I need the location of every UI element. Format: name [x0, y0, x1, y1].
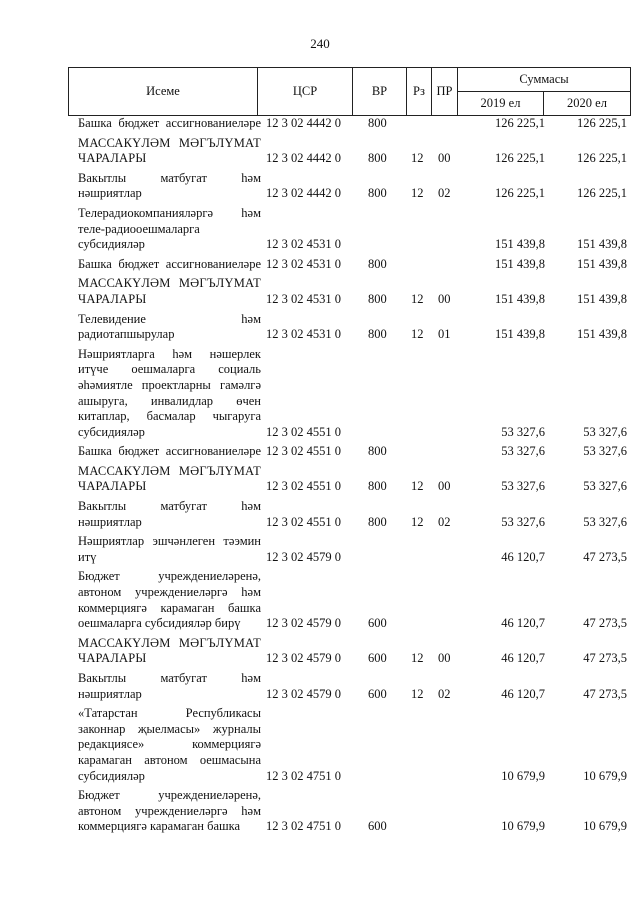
row-rz: 12 [411, 291, 424, 306]
row-csr: 12 3 02 4551 0 [266, 514, 341, 529]
row-pr: 00 [438, 651, 451, 666]
row-name: Нәшриятларга һәм нәшерлек итүче оешмаларга социаль әһәмиятле проектларны гамәлгә ашыруга, инвалидлар өчен китаплар, басмалар чыгаруга субсидияләр [78, 346, 261, 439]
row-name: МАССАКҮЛӘМ МӘГЪЛҮМАТ ЧАРАЛАРЫ [78, 276, 261, 306]
header-name: Исеме [68, 67, 258, 116]
row-name: Вакытлы матбугат һәм нәшриятлар [78, 671, 261, 701]
row-vr: 800 [368, 151, 387, 166]
row-name: МАССАКҮЛӘМ МӘГЪЛҮМАТ ЧАРАЛАРЫ [78, 463, 261, 494]
row-csr: 12 3 02 4531 0 [266, 256, 341, 271]
row-pr: 02 [438, 686, 451, 701]
table-header [68, 67, 631, 116]
row-sum-2020: 151 439,8 [577, 237, 627, 252]
row-pr: 00 [438, 479, 451, 494]
row-pr: 00 [438, 291, 451, 306]
row-name: МАССАКҮЛӘМ МӘГЪЛҮМАТ ЧАРАЛАРЫ [78, 635, 261, 666]
row-name: Нәшриятлар эшчәнлеген тәэмин итү [78, 534, 261, 564]
row-sum-2019: 151 439,8 [495, 327, 545, 342]
row-name: «Татарстан Республикасы законнар җыелмасы» журналы редакциясе» коммерциягә карамаган автоном оешмасына субсидияләр [78, 706, 261, 783]
row-vr: 800 [368, 256, 387, 271]
row-sum-2019: 46 120,7 [501, 651, 545, 666]
row-name: Вакытлы матбугат һәм нәшриятлар [78, 499, 261, 529]
table-row [68, 636, 631, 667]
header-sums: Суммасы [457, 67, 631, 92]
row-csr: 12 3 02 4531 0 [266, 237, 341, 252]
row-vr: 600 [368, 819, 387, 834]
row-sum-2019: 126 225,1 [495, 186, 545, 201]
table-row [68, 116, 631, 132]
table-row [68, 347, 631, 441]
row-csr: 12 3 02 4579 0 [266, 686, 341, 701]
row-name: Телевидение һәм радиотапшырулар [78, 311, 261, 342]
row-sum-2020: 47 273,5 [583, 549, 627, 564]
row-sum-2020: 10 679,9 [583, 768, 627, 783]
row-name: МАССАКҮЛӘМ МӘГЪЛҮМАТ ЧАРАЛАРЫ [78, 135, 261, 166]
row-sum-2020: 151 439,8 [577, 291, 627, 306]
row-csr: 12 3 02 4442 0 [266, 186, 341, 201]
table-row [68, 257, 631, 273]
row-sum-2020: 126 225,1 [577, 151, 627, 166]
row-name: Башка бюджет ассигнованиеләре [78, 116, 261, 130]
table-row [68, 569, 631, 631]
table-row [68, 171, 631, 202]
row-rz: 12 [411, 686, 424, 701]
row-sum-2019: 151 439,8 [495, 256, 545, 271]
row-vr: 800 [368, 479, 387, 494]
row-sum-2020: 47 273,5 [583, 686, 627, 701]
table-row [68, 136, 631, 167]
row-name: Башка бюджет ассигнованиеләре [78, 444, 261, 459]
row-sum-2020: 126 225,1 [577, 116, 627, 130]
row-sum-2020: 126 225,1 [577, 186, 627, 201]
table-row [68, 276, 631, 307]
row-sum-2019: 151 439,8 [495, 237, 545, 252]
header-year-2019: 2019 ел [457, 91, 544, 116]
row-name: Вакытлы матбугат һәм нәшриятлар [78, 170, 261, 201]
row-name: Телерадиокомпанияләргә һәм теле-радиооешмаларга субсидияләр [78, 205, 261, 252]
row-sum-2020: 53 327,6 [583, 514, 627, 529]
row-rz: 12 [411, 514, 424, 529]
row-rz: 12 [411, 327, 424, 342]
row-pr: 02 [438, 514, 451, 529]
table-row [68, 206, 631, 253]
row-vr: 800 [368, 291, 387, 306]
row-csr: 12 3 02 4579 0 [266, 651, 341, 666]
table-row [68, 464, 631, 495]
row-name: Башка бюджет ассигнованиеләре [78, 256, 261, 271]
table-row [68, 499, 631, 530]
row-csr: 12 3 02 4551 0 [266, 479, 341, 494]
row-rz: 12 [411, 479, 424, 494]
row-vr: 800 [368, 514, 387, 529]
row-rz: 12 [411, 151, 424, 166]
row-sum-2019: 46 120,7 [501, 549, 545, 564]
header-year-2020: 2020 ел [543, 91, 631, 116]
row-sum-2019: 10 679,9 [501, 768, 545, 783]
row-sum-2019: 53 327,6 [501, 444, 545, 459]
row-sum-2019: 46 120,7 [501, 686, 545, 701]
row-pr: 01 [438, 327, 451, 342]
row-sum-2019: 151 439,8 [495, 291, 545, 306]
row-csr: 12 3 02 4579 0 [266, 616, 341, 631]
page-number: 240 [310, 36, 330, 51]
row-vr: 800 [368, 186, 387, 201]
header-csr: ЦСР [257, 67, 353, 116]
row-csr: 12 3 02 4442 0 [266, 151, 341, 166]
row-vr: 800 [368, 116, 387, 130]
row-sum-2020: 151 439,8 [577, 327, 627, 342]
row-rz: 12 [411, 651, 424, 666]
table-row [68, 534, 631, 565]
row-pr: 00 [438, 151, 451, 166]
table-row [68, 788, 631, 835]
row-csr: 12 3 02 4751 0 [266, 819, 341, 834]
row-pr: 02 [438, 186, 451, 201]
row-csr: 12 3 02 4579 0 [266, 549, 341, 564]
table-row [68, 671, 631, 702]
row-vr: 800 [368, 444, 387, 459]
row-vr: 600 [368, 616, 387, 631]
row-vr: 600 [368, 651, 387, 666]
table-row [68, 444, 631, 460]
row-sum-2020: 47 273,5 [583, 616, 627, 631]
row-csr: 12 3 02 4531 0 [266, 291, 341, 306]
row-vr: 600 [368, 686, 387, 701]
row-rz: 12 [411, 186, 424, 201]
row-name: Бюджет учреждениеләренә, автоном учреждениеләргә һәм коммерциягә карамаган башка [78, 788, 261, 834]
row-csr: 12 3 02 4751 0 [266, 768, 341, 783]
row-sum-2019: 53 327,6 [501, 424, 545, 439]
row-sum-2020: 10 679,9 [583, 819, 627, 834]
table-row [68, 312, 631, 343]
row-csr: 12 3 02 4551 0 [266, 444, 341, 459]
row-sum-2019: 126 225,1 [495, 151, 545, 166]
row-vr: 800 [368, 327, 387, 342]
row-name: Бюджет учреждениеләренә, автоном учреждениеләргә һәм коммерциягә карамаган башка оешмаларга субсидияләр бирү [78, 569, 261, 631]
row-sum-2019: 53 327,6 [501, 514, 545, 529]
row-sum-2020: 53 327,6 [583, 444, 627, 459]
header-rz: Рз [406, 67, 432, 116]
row-sum-2020: 47 273,5 [583, 651, 627, 666]
row-csr: 12 3 02 4442 0 [266, 116, 341, 130]
row-sum-2020: 151 439,8 [577, 256, 627, 271]
row-sum-2020: 53 327,6 [583, 479, 627, 494]
header-vr: ВР [352, 67, 407, 116]
table-row [68, 706, 631, 784]
row-sum-2019: 46 120,7 [501, 616, 545, 631]
row-sum-2020: 53 327,6 [583, 424, 627, 439]
row-sum-2019: 53 327,6 [501, 479, 545, 494]
row-sum-2019: 10 679,9 [501, 819, 545, 834]
row-sum-2019: 126 225,1 [495, 116, 545, 130]
table-body [68, 116, 631, 835]
header-pr: ПР [431, 67, 458, 116]
row-csr: 12 3 02 4531 0 [266, 327, 341, 342]
row-csr: 12 3 02 4551 0 [266, 424, 341, 439]
